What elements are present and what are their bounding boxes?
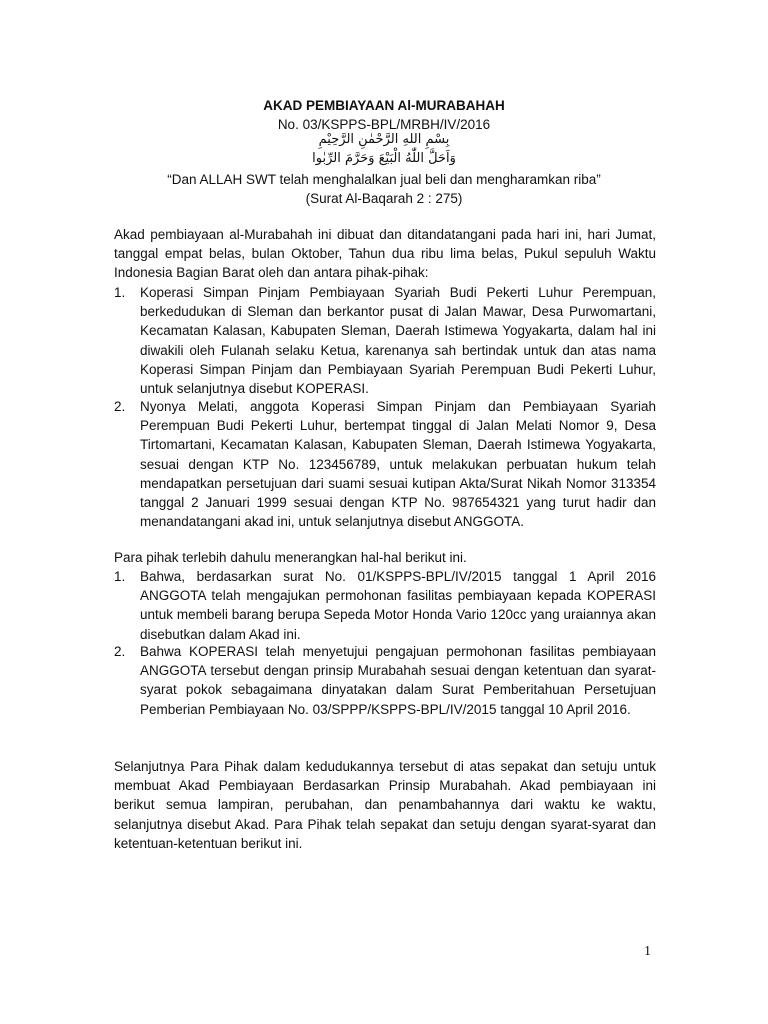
arabic-verse: وَاَحَلَّ اللّٰهُ الْبَيْعَ وَحَرَّمَ الرِّبٰوا <box>312 151 456 166</box>
list-number: 1. <box>114 569 126 584</box>
intro-paragraph: Akad pembiayaan al-Murabahah ini dibuat dan ditandatangani pada hari ini, hari Jumat, tanggal empat belas, bulan Oktober, Tahun dua ribu lima belas, Pukul sepuluh Waktu Indonesia Bagian Barat oleh dan antara pihak-pihak: <box>114 227 656 281</box>
statement-text: Bahwa, berdasarkan surat No. 01/KSPPS-BPL/IV/2015 tanggal 1 April 2016 ANGGOTA telah mengajukan permohonan fasilitas pembiayaan kepada KOPERASI untuk membeli barang berupa Sepeda Motor Honda Vario 120cc yang uraiannya akan disebutkan dalam Akad ini. <box>140 569 656 642</box>
document-title: AKAD PEMBIAYAAN Al-MURABAHAH <box>263 98 505 113</box>
statement-intro: Para pihak terlebih dahulu menerangkan hal-hal berikut ini. <box>114 550 467 565</box>
list-number: 1. <box>114 285 126 300</box>
closing-paragraph: Selanjutnya Para Pihak dalam kedudukannya tersebut di atas sepakat dan setuju untuk membuat Akad Pembiayaan Berdasarkan Prinsip Murabahah. Akad pembiayaan ini berikut semua lampiran, perubahan, dan penambahannya dari waktu ke waktu, selanjutnya disebut Akad. Para Pihak telah sepakat dan setuju dengan syarat-syarat dan ketentuan-ketentuan berikut ini. <box>114 759 656 851</box>
party-text: Nyonya Melati, anggota Koperasi Simpan Pinjam dan Pembiayaan Syariah Perempuan Budi Pekerti Luhur, bertempat tinggal di Jalan Melati Nomor 9, Desa Tirtomartani, Kecamatan Kalasan, Kabupaten Sleman, Daerah Istimewa Yogyakarta, sesuai dengan KTP No. 123456789, untuk melakukan perbuatan hukum telah mendapatkan persetujuan dari suami sesuai kutipan Akta/Surat Nikah Nomor 313354 tanggal 2 Januari 1999 sesuai dengan KTP No. 987654321 yang turut hadir dan menandatangani akad ini, untuk selanjutnya disebut ANGGOTA. <box>140 399 656 530</box>
verse-reference: (Surat Al-Baqarah 2 : 275) <box>305 191 463 206</box>
arabic-basmala: بِسْمِ اللهِ الرَّحْمٰنِ الرَّحِيْمِ <box>318 132 450 147</box>
list-number: 2. <box>114 399 126 414</box>
party-text: Koperasi Simpan Pinjam Pembiayaan Syariah Budi Pekerti Luhur Perempuan, berkedudukan di Sleman dan berkantor pusat di Jalan Mawar, Desa Purwomartani, Kecamatan Kalasan, Kabupaten Sleman, Daerah Istimewa Yogyakarta, dalam hal ini diwakili oleh Fulanah selaku Ketua, karenanya sah bertindak untuk dan atas nama Koperasi Simpan Pinjam dan Pembiayaan Syariah Perempuan Budi Pekerti Luhur, untuk selanjutnya disebut KOPERASI. <box>140 285 656 397</box>
page-number: 1 <box>644 944 651 959</box>
verse-translation: “Dan ALLAH SWT telah menghalalkan jual beli dan mengharamkan riba” <box>167 172 601 187</box>
party-item <box>114 283 656 398</box>
statement-text: Bahwa KOPERASI telah menyetujui pengajuan permohonan fasilitas pembiayaan ANGGOTA tersebut dengan prinsip Murabahah sesuai dengan ketentuan dan syarat-syarat pokok sebagaimana dinyatakan dalam Surat Pemberitahuan Persetujuan Pemberian Pembiayaan No. 03/SPPP/KSPPS-BPL/IV/2015 tanggal 10 April 2016. <box>140 644 656 717</box>
document-number: No. 03/KSPPS-BPL/MRBH/IV/2016 <box>277 117 491 132</box>
statement-item <box>114 567 656 644</box>
party-item <box>114 397 656 531</box>
statement-item <box>114 642 656 719</box>
list-number: 2. <box>114 644 126 659</box>
